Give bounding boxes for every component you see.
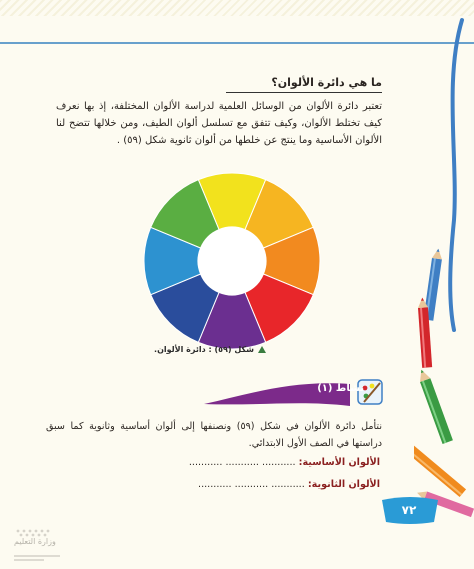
color-wheel-figure [142,171,322,351]
wheel-center [198,227,266,295]
page-number: ٧٢ [401,503,417,517]
figure-caption-text: شكل (٥٩) : دائرة الألوان. [154,345,254,354]
activity-paragraph: نتأمل دائرة الألوان في شكل (٥٩) ونصنفها إلى ألوان أساسية وثانوية كما سبق دراستها في الصف الأول الابتدائي. [46,421,382,449]
primary-colors-label: الألوان الأساسية: [298,457,380,468]
top-rule [0,42,474,44]
figure-caption [154,345,266,354]
triangle-bullet-icon [258,346,266,353]
decorative-pencils [414,0,474,569]
activity-banner [200,374,390,414]
activity-title: نشاط (١) [317,383,364,394]
heading-underline [226,92,382,93]
secondary-colors-label: الألوان الثانوية: [307,479,380,490]
publisher-name: وزارة التعليم [14,537,56,546]
primary-colors-blank: ........... ........... ........... [188,457,296,468]
section-heading: ما هي دائرة الألوان؟ [271,76,382,89]
pencil-scribble [450,20,462,330]
secondary-colors-line [198,479,380,490]
intro-paragraph: تعتبر دائرة الألوان من الوسائل العلمية لدراسة الألوان المختلفة، إذ بها نعرف كيف تختلط الألوان، وكيف تتفق مع تسلسل ألوان الطيف، ومن خلالها تتضح لنا الألوان الأساسية وما ينتج عن خلطها من ألوان ثانوية شكل (٥٩) . [56,101,382,147]
pencil-green-icon [416,368,453,444]
pencil-orange-icon [414,438,466,497]
top-hatch-band [0,0,474,16]
secondary-colors-blank: ........... ........... ........... [198,479,305,490]
primary-colors-line [189,457,380,468]
